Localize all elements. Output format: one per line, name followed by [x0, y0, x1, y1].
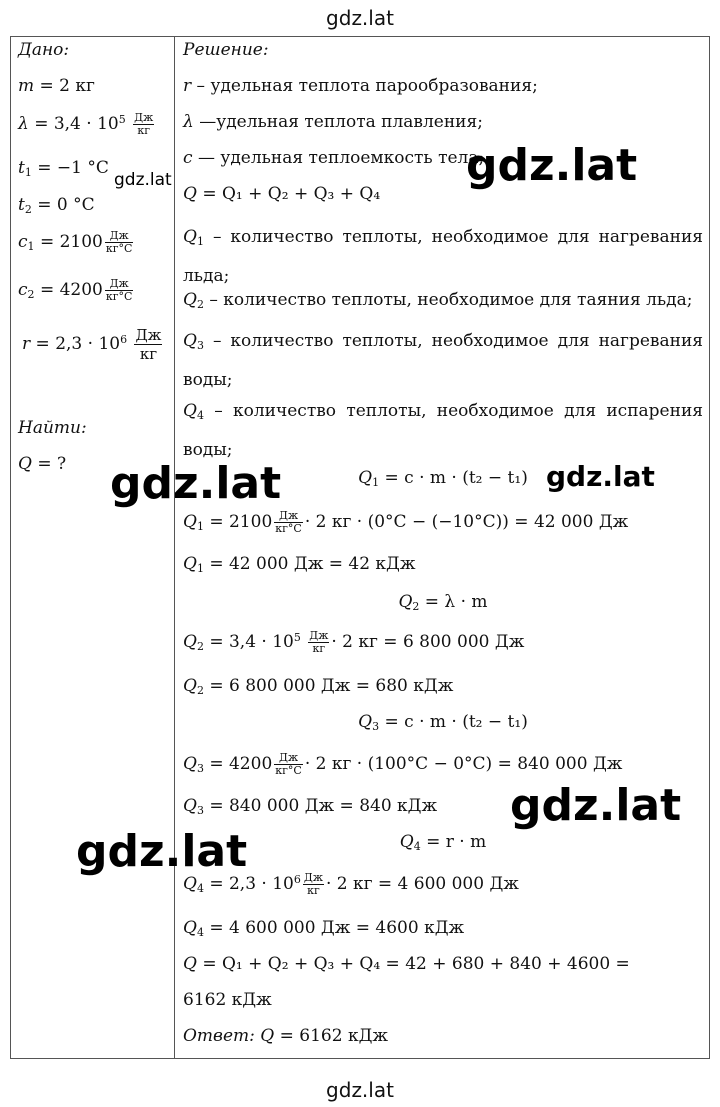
given-mass-value: = 2 кг	[39, 76, 95, 96]
formula-q2-text: = λ · m	[424, 592, 488, 612]
calc-q4-unit-d: кг	[307, 884, 320, 897]
def-q2: $Q_2$ – количество теплоты, необходимое для таяния льда;	[183, 290, 693, 311]
result-q3-text: = 840 000 Дж = 840 кДж	[209, 796, 438, 816]
calc-q3-a: = 4200	[209, 754, 273, 774]
calc-q3-unit-d: кг°С	[275, 764, 302, 777]
given-t2-value: = 0 °С	[37, 195, 95, 215]
def-lambda: λ —удельная теплота плавления;	[183, 112, 483, 132]
calc-q1-b: · 2 кг · (0°С − (−10°С)) = 42 000 Дж	[304, 512, 629, 532]
find-q-value: = ?	[37, 454, 67, 474]
calc-q1-a: = 2100	[209, 512, 273, 532]
given-r-unit-n: Дж	[135, 326, 162, 344]
column-divider	[174, 36, 175, 1059]
result-q2-text: = 6 800 000 Дж = 680 кДж	[209, 676, 454, 696]
def-lambda-text: —удельная теплота плавления;	[199, 112, 483, 132]
calc-q2-a: = 3,4 · 10	[209, 632, 294, 652]
watermark-2: gdz.lat	[114, 170, 172, 190]
given-c1: $c_1 = 2100$ $\frac{Дж}{кг^\circ С}$	[18, 229, 133, 255]
calc-q2-b: · 2 кг = 6 800 000 Дж	[331, 632, 525, 652]
result-q3: $Q_3 = 840$ 000 Дж = 840 кДж	[183, 796, 438, 817]
calc-q3-b: · 2 кг · (100°С − 0°С) = 840 000 Дж	[304, 754, 623, 774]
def-q3-text: – количество теплоты, необходимое для нагревания воды;	[183, 331, 704, 390]
given-t1-value: = −1 °С	[37, 158, 109, 178]
formula-total: Q = Q₁ + Q₂ + Q₃ + Q₄	[183, 184, 381, 204]
given-c2-unit-n: Дж	[105, 278, 134, 291]
formula-q4: $Q_4 = r \cdot m$	[399, 832, 487, 853]
given-lambda-unit-d: кг	[137, 124, 150, 137]
formula-q4-text: = r · m	[426, 832, 487, 852]
given-lambda: $\lambda = 3,4 \cdot 10^5$ $\frac{Дж}{кг}$	[18, 111, 154, 137]
given-r-exp: 6	[120, 333, 128, 346]
result-q2: $Q_2 = 6$ 800 000 Дж = 680 кДж	[183, 676, 454, 697]
calc-q2-unit-d: кг	[312, 642, 326, 655]
formula-q3-text: = c · m · (t₂ − t₁)	[384, 712, 528, 732]
given-c1-value: = 2100	[39, 232, 103, 252]
calc-q1-unit-d: кг°С	[275, 522, 302, 535]
calc-q4-a: = 2,3 · 10	[209, 874, 294, 894]
sum-line: Q = Q₁ + Q₂ + Q₃ + Q₄ = 42 + 680 + 840 + 4600 =	[183, 954, 630, 974]
calc-q1: $Q_1 = 2100$ $\frac{Дж}{кг^\circ С}$ · 2 кг · (0°С − (−10°С)) = 42 000 Дж	[183, 509, 629, 535]
given-c2-value: = 4200	[39, 280, 103, 300]
calc-q3-unit-n: Дж	[274, 752, 303, 765]
calc-q2: $Q_2 = 3,4 \cdot 10^5$ $\frac{Дж}{кг}$ · 2 кг = 6 800 000 Дж	[183, 629, 525, 655]
given-r: $r = 2,3 \cdot 10^6$ $\frac{Дж}{кг}$	[22, 326, 162, 363]
calc-q2-exp: 5	[293, 631, 301, 644]
def-q1-text: – количество теплоты, необходимое для нагревания льда;	[183, 227, 704, 286]
find-title: Найти:	[18, 418, 87, 438]
result-q4-text: = 4 600 000 Дж = 4600 кДж	[209, 918, 465, 938]
calc-q4-exp: 6	[293, 873, 301, 886]
formula-q1-text: = c · m · (t₂ − t₁)	[384, 468, 528, 488]
calc-q3: $Q_3 = 4200$ $\frac{Дж}{кг^\circ С}$ · 2 кг · (100°С − 0°С) = 840 000 Дж	[183, 751, 623, 777]
watermark-3: gdz.lat	[110, 458, 282, 509]
def-q2-text: – количество теплоты, необходимое для таяния льда;	[209, 290, 693, 310]
result-q4: $Q_4 = 4$ 600 000 Дж = 4600 кДж	[183, 918, 465, 939]
watermark-5: gdz.lat	[510, 780, 682, 831]
given-c2: $c_2 = 4200$ $\frac{Дж}{кг^\circ С}$	[18, 277, 133, 303]
def-c-text: — удельная теплоемкость тела;	[197, 148, 485, 168]
solution-title: Решение:	[183, 40, 269, 60]
site-header: gdz.lat	[326, 6, 394, 30]
def-c: c — удельная теплоемкость тела;	[183, 148, 485, 168]
formula-q2: $Q_2 = \lambda \cdot m$	[398, 592, 488, 613]
watermark-1: gdz.lat	[466, 140, 638, 191]
watermark-6: gdz.lat	[76, 826, 248, 877]
given-c1-unit-n: Дж	[105, 230, 134, 243]
def-r: r – удельная теплота парообразования;	[183, 76, 538, 96]
sum-result: 6162 кДж	[183, 990, 272, 1010]
calc-q2-unit-n: Дж	[309, 629, 329, 642]
given-c1-unit-d: кг°С	[105, 242, 133, 255]
formula-q1: $Q_1 = c \cdot m \cdot (t_2 - t_1)$	[358, 468, 528, 489]
def-q4: $Q_4$ – количество теплоты, необходимое для испарения воды;	[183, 401, 703, 460]
find-q: Q = ?	[18, 454, 67, 474]
given-t2: $t_2 = 0$ °С	[18, 195, 95, 216]
result-q1-text: = 42 000 Дж = 42 кДж	[209, 554, 416, 574]
calc-q4-b: · 2 кг = 4 600 000 Дж	[325, 874, 519, 894]
def-q1: $Q_1$ – количество теплоты, необходимое для нагревания льда;	[183, 227, 704, 286]
answer-line: Ответ: Q = 6162 кДж	[183, 1026, 389, 1046]
answer-label: Ответ:	[183, 1026, 255, 1046]
site-footer: gdz.lat	[326, 1078, 394, 1102]
calc-q1-unit-n: Дж	[274, 510, 303, 523]
given-lambda-value: = 3,4 · 10	[34, 114, 119, 134]
def-q4-text: – количество теплоты, необходимое для испарения воды;	[183, 401, 703, 460]
sum-line-text: = Q₁ + Q₂ + Q₃ + Q₄ = 42 + 680 + 840 + 4600 =	[202, 954, 630, 974]
def-q3: $Q_3$ – количество теплоты, необходимое для нагревания воды;	[183, 331, 704, 390]
given-title: Дано:	[18, 40, 70, 60]
given-r-value: = 2,3 · 10	[35, 334, 121, 354]
def-r-text: – удельная теплота парообразования;	[196, 76, 538, 96]
formula-q3: $Q_3 = c \cdot m \cdot (t_2 - t_1)$	[358, 712, 528, 733]
calc-q4-unit-n: Дж	[303, 871, 323, 884]
formula-total-text: = Q₁ + Q₂ + Q₃ + Q₄	[202, 184, 381, 204]
answer-value: = 6162 кДж	[279, 1026, 389, 1046]
given-mass: m = 2 кг	[18, 76, 95, 96]
calc-q4: $Q_4 = 2,3 \cdot 10^6$ $\frac{Дж}{кг}$ · 2 кг = 4 600 000 Дж	[183, 871, 519, 897]
given-lambda-exp: 5	[118, 113, 126, 126]
watermark-4: gdz.lat	[546, 460, 655, 493]
given-r-unit-d: кг	[139, 345, 158, 363]
given-t1: $t_1 = -1$ °С	[18, 158, 109, 179]
given-c2-unit-d: кг°С	[105, 290, 133, 303]
given-lambda-unit-n: Дж	[134, 111, 154, 124]
result-q1: $Q_1 = 42$ 000 Дж = 42 кДж	[183, 554, 416, 575]
